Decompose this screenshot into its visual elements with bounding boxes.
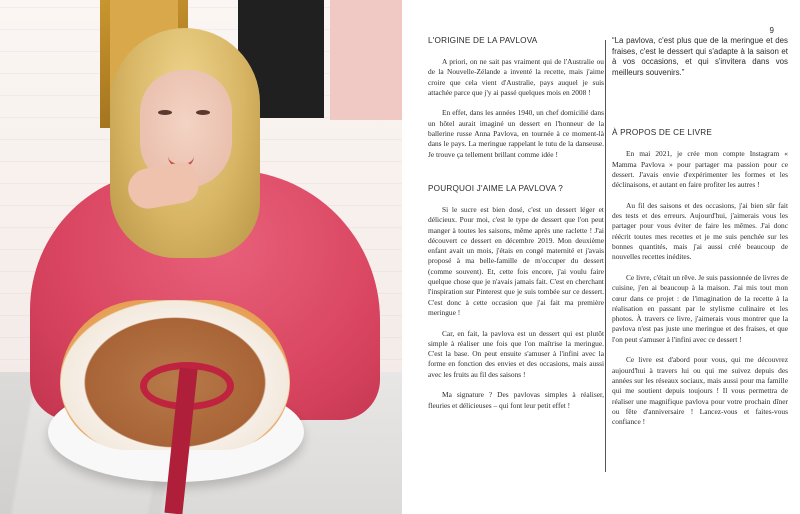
- section-title-origine: L'ORIGINE DE LA PAVLOVA: [428, 36, 538, 45]
- photo-pink-artwork: [330, 0, 402, 120]
- right-column: [612, 36, 788, 438]
- paragraph: En mai 2021, je crée mon compte Instagram « Mamma Pavlova » pour partager ma passion pour ce dessert. J'avais envie d'expérimenter les formes et les déclinaisons, et autant en faire profiter les autres !: [612, 149, 788, 190]
- paragraph: Si le sucre est bien dosé, c'est un dessert léger et délicieux. Pour moi, c'est le type de dessert que l'on peut manger à toutes les saisons, même après une raclette ! J'ai découvert ce dessert en décembre 2019. Mon deuxième enfant avait un mois, j'étais en congé maternité et j'avais proposé à ma belle-famille de m'occuper du dessert (comme souvent). Et, cette fois encore, j'ai voulu faire quelque chose que je n'avais jamais fait. C'est en cherchant l'inspiration sur Pinterest que je suis tombée sur ce dessert. C'est donc à cette occasion que j'ai fait ma première meringue !: [428, 204, 604, 317]
- section-title-a-propos: À PROPOS DE CE LIVRE: [612, 128, 713, 138]
- paragraph: En effet, dans les années 1940, un chef domicilié dans un hôtel aurait imaginé un dessert en l'honneur de la ballerine russe Anna Pavlova, en tournée à ce moment-là dans le pays. La meringue rappelant le tutu de la danseuse. Je trouve ça tellement brillant comme idée !: [428, 108, 604, 159]
- left-column: [428, 36, 604, 421]
- paragraph: A priori, on ne sait pas vraiment qui de l'Australie ou de la Nouvelle-Zélande a inventé la recette, mais j'aime croire que cela vient d'Australie, pays auquel je suis attachée parce que j'y ai passé quelques mois en 2008 !: [428, 57, 604, 97]
- paragraph: Au fil des saisons et des occasions, j'ai bien sûr fait des tests et des erreurs. Aujourd'hui, j'aimerais vous les partager pour vous éviter de faire les mêmes. J'ai donc réécrit toutes mes recettes et je me suis penchée sur les bonnes quantités, mais j'ai aussi créé beaucoup de nouvelles recettes inédites.: [612, 200, 788, 262]
- paragraph: Ce livre est d'abord pour vous, qui me découvrez aujourd'hui à travers lui ou qui me suivez depuis des années sur les réseaux sociaux, mais aussi pour ma famille qui me soutient depuis toujours ! Il vous permettra de réaliser une magnifique pavlova pour votre prochain dîner ou fête d'anniversaire ! Lancez-vous et faites-vous confiance !: [612, 355, 788, 427]
- photo-eye-left: [158, 110, 172, 115]
- paragraph: Ce livre, c'était un rêve. Je suis passionnée de livres de cuisine, j'en ai beaucoup à la maison. J'ai mis tout mon cœur dans ce projet : de l'imagination de la recette à la réalisation en passant par le stylisme culinaire et les photos. À travers ce livre, j'aimerais vous montrer que la pavlova n'est pas juste une meringue et des fraises, et que l'on peut s'amuser à l'infini avec ce dessert !: [612, 272, 788, 344]
- text-page: [402, 0, 800, 514]
- photo-eye-right: [196, 110, 210, 115]
- page-number: 9: [769, 26, 774, 35]
- section-title-pourquoi: POURQUOI J'AIME LA PAVLOVA ?: [428, 183, 564, 193]
- column-divider: [605, 40, 606, 472]
- paragraph: Car, en fait, la pavlova est un dessert qui est plutôt simple à réaliser une fois que l'on maîtrise la meringue. C'est la base. On peut ensuite s'amuser à l'infini avec la forme en fonction des envies et des occasions, mais aussi avec les fruits au fil des saisons !: [428, 328, 604, 379]
- pull-quote: “La pavlova, c'est plus que de la meringue et des fraises, c'est le dessert qui s'adapte à la saison et à vos occasions, et qui s'invitera dans vos meilleurs souvenirs.”: [612, 36, 788, 77]
- paragraph: Ma signature ? Des pavlovas simples à réaliser, fleuries et délicieuses – qui font leur petit effet !: [428, 390, 604, 410]
